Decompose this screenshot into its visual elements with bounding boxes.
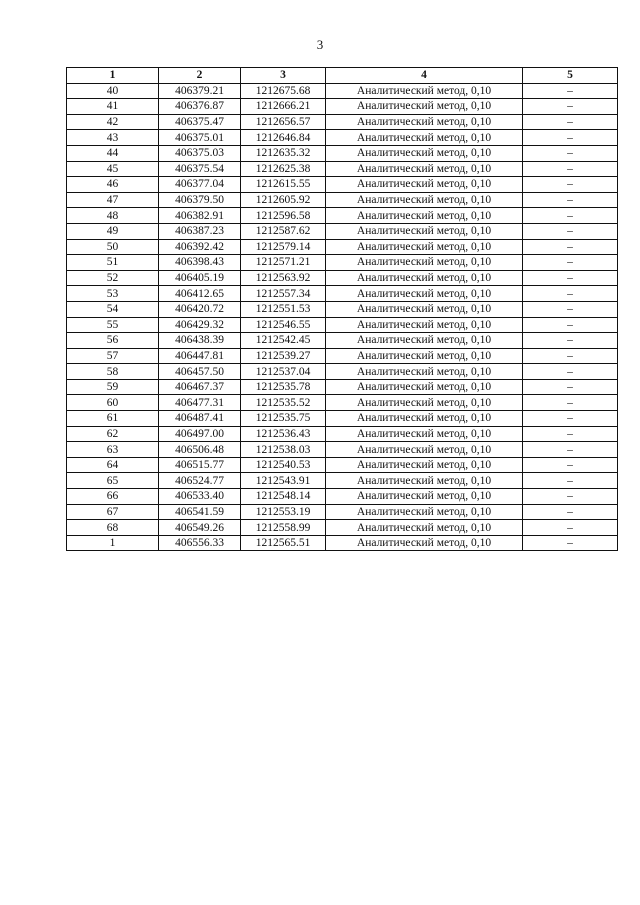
cell-description: – [523,504,618,520]
table-row [67,301,618,317]
cell-description: – [523,520,618,536]
cell-description: – [523,114,618,130]
cell-method: Аналитический метод, 0,10 [326,161,523,177]
table-row [67,255,618,271]
table-row [67,535,618,551]
table-row [67,489,618,505]
cell-y-coordinate: 1212535.52 [241,395,326,411]
cell-x-coordinate: 406447.81 [159,348,241,364]
cell-y-coordinate: 1212551.53 [241,301,326,317]
cell-y-coordinate: 1212538.03 [241,442,326,458]
cell-description: – [523,177,618,193]
cell-x-coordinate: 406457.50 [159,364,241,380]
table-row [67,348,618,364]
cell-y-coordinate: 1212542.45 [241,333,326,349]
coordinates-table [66,67,618,551]
column-header-method: 4 [326,68,523,84]
cell-point-number: 1 [67,535,159,551]
cell-y-coordinate: 1212536.43 [241,426,326,442]
table-row [67,114,618,130]
cell-point-number: 65 [67,473,159,489]
table-row [67,333,618,349]
cell-description: – [523,411,618,427]
cell-method: Аналитический метод, 0,10 [326,473,523,489]
cell-x-coordinate: 406556.33 [159,535,241,551]
cell-method: Аналитический метод, 0,10 [326,192,523,208]
cell-method: Аналитический метод, 0,10 [326,208,523,224]
table-row [67,442,618,458]
cell-point-number: 52 [67,270,159,286]
cell-y-coordinate: 1212548.14 [241,489,326,505]
cell-x-coordinate: 406420.72 [159,301,241,317]
cell-method: Аналитический метод, 0,10 [326,348,523,364]
cell-description: – [523,379,618,395]
cell-y-coordinate: 1212675.68 [241,83,326,99]
cell-description: – [523,208,618,224]
cell-point-number: 55 [67,317,159,333]
cell-y-coordinate: 1212535.75 [241,411,326,427]
cell-x-coordinate: 406398.43 [159,255,241,271]
cell-y-coordinate: 1212537.04 [241,364,326,380]
cell-point-number: 45 [67,161,159,177]
cell-y-coordinate: 1212535.78 [241,379,326,395]
cell-x-coordinate: 406477.31 [159,395,241,411]
cell-y-coordinate: 1212596.58 [241,208,326,224]
table-row [67,192,618,208]
cell-point-number: 42 [67,114,159,130]
column-header-y: 3 [241,68,326,84]
cell-method: Аналитический метод, 0,10 [326,504,523,520]
cell-y-coordinate: 1212625.38 [241,161,326,177]
cell-description: – [523,161,618,177]
cell-method: Аналитический метод, 0,10 [326,426,523,442]
cell-y-coordinate: 1212565.51 [241,535,326,551]
cell-y-coordinate: 1212557.34 [241,286,326,302]
cell-description: – [523,348,618,364]
cell-point-number: 57 [67,348,159,364]
cell-method: Аналитический метод, 0,10 [326,99,523,115]
table-row [67,520,618,536]
table-row [67,317,618,333]
cell-y-coordinate: 1212579.14 [241,239,326,255]
cell-method: Аналитический метод, 0,10 [326,395,523,411]
header-row [67,68,618,84]
page-number: 3 [316,37,324,52]
column-header-point: 1 [67,68,159,84]
table-row [67,426,618,442]
cell-x-coordinate: 406541.59 [159,504,241,520]
cell-description: – [523,223,618,239]
cell-x-coordinate: 406377.04 [159,177,241,193]
cell-y-coordinate: 1212587.62 [241,223,326,239]
cell-description: – [523,192,618,208]
cell-x-coordinate: 406379.50 [159,192,241,208]
cell-description: – [523,255,618,271]
cell-point-number: 62 [67,426,159,442]
cell-point-number: 66 [67,489,159,505]
cell-method: Аналитический метод, 0,10 [326,333,523,349]
cell-point-number: 68 [67,520,159,536]
cell-description: – [523,270,618,286]
table-row [67,411,618,427]
table-row [67,270,618,286]
cell-method: Аналитический метод, 0,10 [326,145,523,161]
cell-description: – [523,317,618,333]
cell-description: – [523,364,618,380]
cell-x-coordinate: 406375.54 [159,161,241,177]
cell-description: – [523,395,618,411]
cell-y-coordinate: 1212546.55 [241,317,326,333]
cell-description: – [523,83,618,99]
table-row [67,379,618,395]
cell-point-number: 49 [67,223,159,239]
cell-method: Аналитический метод, 0,10 [326,223,523,239]
cell-point-number: 53 [67,286,159,302]
cell-x-coordinate: 406375.03 [159,145,241,161]
table-body [67,83,618,551]
cell-method: Аналитический метод, 0,10 [326,270,523,286]
cell-x-coordinate: 406387.23 [159,223,241,239]
cell-y-coordinate: 1212540.53 [241,457,326,473]
cell-description: – [523,99,618,115]
table-row [67,208,618,224]
cell-point-number: 63 [67,442,159,458]
cell-point-number: 58 [67,364,159,380]
cell-y-coordinate: 1212605.92 [241,192,326,208]
cell-description: – [523,426,618,442]
cell-x-coordinate: 406497.00 [159,426,241,442]
table-row [67,395,618,411]
cell-description: – [523,130,618,146]
cell-description: – [523,301,618,317]
cell-x-coordinate: 406405.19 [159,270,241,286]
table-row [67,145,618,161]
table-row [67,99,618,115]
cell-description: – [523,535,618,551]
table-row [67,473,618,489]
cell-description: – [523,457,618,473]
cell-x-coordinate: 406379.21 [159,83,241,99]
cell-method: Аналитический метод, 0,10 [326,83,523,99]
table-row [67,223,618,239]
cell-x-coordinate: 406375.47 [159,114,241,130]
cell-point-number: 56 [67,333,159,349]
cell-x-coordinate: 406382.91 [159,208,241,224]
cell-method: Аналитический метод, 0,10 [326,114,523,130]
cell-y-coordinate: 1212539.27 [241,348,326,364]
table-row [67,504,618,520]
cell-method: Аналитический метод, 0,10 [326,489,523,505]
cell-x-coordinate: 406487.41 [159,411,241,427]
cell-point-number: 60 [67,395,159,411]
cell-description: – [523,333,618,349]
cell-point-number: 61 [67,411,159,427]
cell-point-number: 41 [67,99,159,115]
cell-x-coordinate: 406549.26 [159,520,241,536]
cell-y-coordinate: 1212635.32 [241,145,326,161]
cell-point-number: 43 [67,130,159,146]
cell-method: Аналитический метод, 0,10 [326,379,523,395]
cell-point-number: 51 [67,255,159,271]
cell-x-coordinate: 406376.87 [159,99,241,115]
cell-description: – [523,442,618,458]
cell-point-number: 47 [67,192,159,208]
cell-y-coordinate: 1212563.92 [241,270,326,286]
cell-point-number: 40 [67,83,159,99]
cell-x-coordinate: 406467.37 [159,379,241,395]
cell-method: Аналитический метод, 0,10 [326,177,523,193]
table-header [67,68,618,84]
cell-x-coordinate: 406533.40 [159,489,241,505]
cell-description: – [523,239,618,255]
cell-method: Аналитический метод, 0,10 [326,239,523,255]
cell-point-number: 59 [67,379,159,395]
table-row [67,286,618,302]
cell-y-coordinate: 1212615.55 [241,177,326,193]
cell-method: Аналитический метод, 0,10 [326,520,523,536]
cell-y-coordinate: 1212646.84 [241,130,326,146]
cell-description: – [523,489,618,505]
cell-method: Аналитический метод, 0,10 [326,286,523,302]
cell-method: Аналитический метод, 0,10 [326,535,523,551]
table-row [67,239,618,255]
column-header-description: 5 [523,68,618,84]
table-row [67,457,618,473]
cell-point-number: 44 [67,145,159,161]
cell-method: Аналитический метод, 0,10 [326,301,523,317]
cell-description: – [523,286,618,302]
cell-method: Аналитический метод, 0,10 [326,442,523,458]
table-row [67,130,618,146]
cell-x-coordinate: 406375.01 [159,130,241,146]
cell-method: Аналитический метод, 0,10 [326,130,523,146]
table-row [67,161,618,177]
cell-method: Аналитический метод, 0,10 [326,411,523,427]
cell-x-coordinate: 406515.77 [159,457,241,473]
cell-description: – [523,473,618,489]
cell-x-coordinate: 406506.48 [159,442,241,458]
cell-x-coordinate: 406412.65 [159,286,241,302]
cell-method: Аналитический метод, 0,10 [326,457,523,473]
cell-method: Аналитический метод, 0,10 [326,317,523,333]
cell-point-number: 64 [67,457,159,473]
table-row [67,83,618,99]
cell-x-coordinate: 406429.32 [159,317,241,333]
cell-point-number: 54 [67,301,159,317]
table-row [67,177,618,193]
cell-method: Аналитический метод, 0,10 [326,364,523,380]
cell-point-number: 67 [67,504,159,520]
cell-y-coordinate: 1212571.21 [241,255,326,271]
cell-y-coordinate: 1212666.21 [241,99,326,115]
cell-y-coordinate: 1212656.57 [241,114,326,130]
table-row [67,364,618,380]
cell-y-coordinate: 1212543.91 [241,473,326,489]
cell-x-coordinate: 406524.77 [159,473,241,489]
cell-point-number: 50 [67,239,159,255]
cell-method: Аналитический метод, 0,10 [326,255,523,271]
cell-point-number: 46 [67,177,159,193]
cell-y-coordinate: 1212553.19 [241,504,326,520]
cell-point-number: 48 [67,208,159,224]
cell-description: – [523,145,618,161]
column-header-x: 2 [159,68,241,84]
cell-x-coordinate: 406438.39 [159,333,241,349]
cell-y-coordinate: 1212558.99 [241,520,326,536]
cell-x-coordinate: 406392.42 [159,239,241,255]
